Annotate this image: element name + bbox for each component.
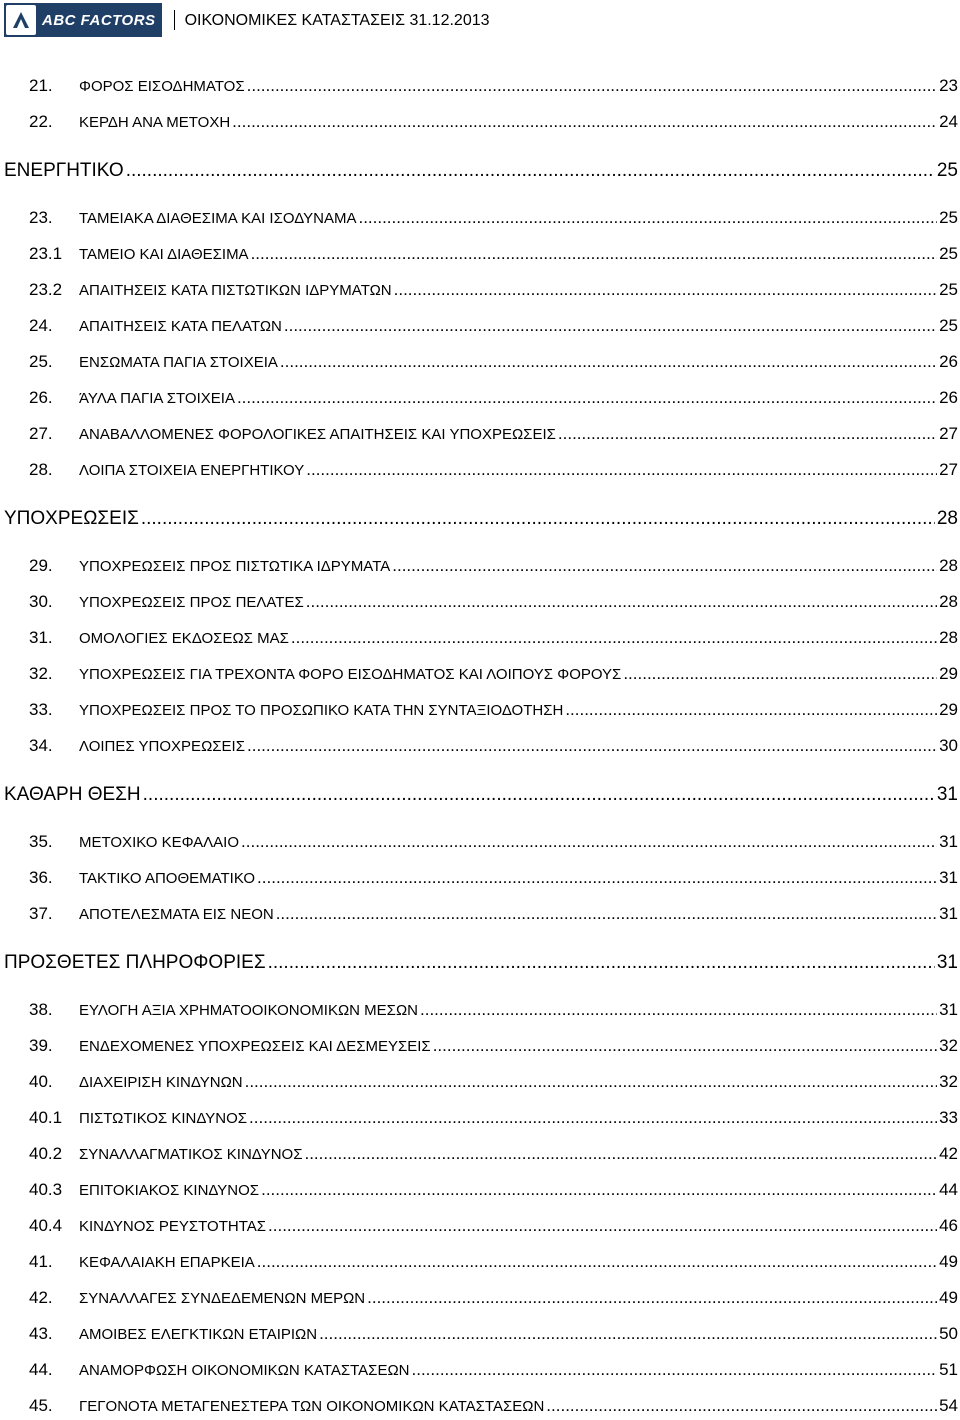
toc-dot-leader <box>623 664 937 684</box>
toc-entry-title: ΣΥΝΑΛΛΑΓΜΑΤΙΚΟΣ ΚΙΝΔΥΝΟΣ <box>79 1146 303 1163</box>
toc-entry[interactable] <box>29 1144 958 1164</box>
toc-dot-leader <box>247 76 937 96</box>
toc-dot-leader <box>291 628 937 648</box>
toc-entry-title: ΦΟΡΟΣ ΕΙΣΟΔΗΜΑΤΟΣ <box>79 78 245 95</box>
toc-page-number: 49 <box>939 1252 958 1271</box>
toc-entry-title: ΕΥΛΟΓΗ ΑΞΙΑ ΧΡΗΜΑΤΟΟΙΚΟΝΟΜΙΚΩΝ ΜΕΣΩΝ <box>79 1002 419 1019</box>
toc-dot-leader <box>358 208 937 228</box>
toc-entry-number: 37. <box>29 904 53 923</box>
toc-entry[interactable] <box>29 280 958 300</box>
toc-page-number: 54 <box>939 1396 958 1415</box>
toc-entry-number: 45. <box>29 1396 53 1415</box>
toc-entry-title: ΥΠΟΧΡΕΩΣΕΙΣ ΠΡΟΣ ΤΟ ΠΡΟΣΩΠΙΚΟ ΚΑΤΑ ΤΗΝ ΣΥΝΤΑΞΙΟΔΟΤΗΣΗ <box>79 702 564 719</box>
toc-entry-number: 43. <box>29 1324 53 1343</box>
toc-page-number: 25 <box>939 208 958 227</box>
toc-dot-leader <box>237 388 937 408</box>
header-divider <box>174 10 175 30</box>
toc-entry-title: ΠΡΟΣΘΕΤΕΣ ΠΛΗΡΟΦΟΡΙΕΣ <box>4 952 266 973</box>
toc-dot-leader <box>420 1000 937 1020</box>
toc-entry-number: 31. <box>29 628 53 647</box>
toc-entry-number: 40. <box>29 1072 53 1091</box>
toc-entry-title: ΛΟΙΠΑ ΣΤΟΙΧΕΙΑ ΕΝΕΡΓΗΤΙΚΟΥ <box>79 462 305 479</box>
toc-dot-leader <box>268 952 935 974</box>
toc-dot-leader <box>306 460 937 480</box>
toc-entry[interactable] <box>29 592 958 612</box>
document-title: ΟΙΚΟΝΟΜΙΚΕΣ ΚΑΤΑΣΤΑΣΕΙΣ 31.12.2013 <box>184 12 490 29</box>
toc-dot-leader <box>367 1288 937 1308</box>
toc-entry-title: ΤΑΜΕΙΑΚΑ ΔΙΑΘΕΣΙΜΑ ΚΑΙ ΙΣΟΔΥΝΑΜΑ <box>79 210 357 227</box>
toc-entry-number: 39. <box>29 1036 53 1055</box>
toc-dot-leader <box>412 1360 938 1380</box>
toc-page-number: 28 <box>939 556 958 575</box>
toc-entry-title: ΥΠΟΧΡΕΩΣΕΙΣ <box>4 508 139 529</box>
toc-page-number: 31 <box>936 784 958 805</box>
toc-dot-leader <box>261 1180 937 1200</box>
toc-entry-number: 30. <box>29 592 53 611</box>
toc-entry[interactable] <box>29 424 958 444</box>
toc-entry-title: ΕΠΙΤΟΚΙΑΚΟΣ ΚΙΝΔΥΝΟΣ <box>79 1182 260 1199</box>
toc-entry-number: 40.4 <box>29 1216 63 1235</box>
toc-entry-number: 32. <box>29 664 53 683</box>
toc-dot-leader <box>232 112 937 132</box>
toc-entry[interactable] <box>29 1000 958 1020</box>
toc-dot-leader <box>276 904 937 924</box>
toc-page-number: 28 <box>939 592 958 611</box>
toc-entry[interactable] <box>29 736 958 756</box>
toc-dot-leader <box>241 832 937 852</box>
toc-page-number: 32 <box>939 1072 958 1091</box>
toc-page-number: 46 <box>939 1216 958 1235</box>
toc-dot-leader <box>247 736 937 756</box>
toc-entry-title: ΤΑΜΕΙΟ ΚΑΙ ΔΙΑΘΕΣΙΜΑ <box>79 246 249 263</box>
toc-entry[interactable] <box>29 76 958 96</box>
toc-entry-number: 23.1 <box>29 244 63 263</box>
toc-entry-number: 33. <box>29 700 53 719</box>
toc-entry[interactable] <box>29 628 958 648</box>
toc-page-number: 27 <box>939 424 958 443</box>
logo-text: ABC FACTORS <box>42 11 156 29</box>
toc-entry-number: 29. <box>29 556 53 575</box>
toc-entry-number: 25. <box>29 352 53 371</box>
toc-entry-number: 28. <box>29 460 53 479</box>
toc-page-number: 29 <box>939 700 958 719</box>
toc-entry-number: 40.3 <box>29 1180 63 1199</box>
toc-entry[interactable] <box>29 664 958 684</box>
toc-dot-leader <box>304 1144 937 1164</box>
toc-page-number: 25 <box>939 244 958 263</box>
toc-page-number: 42 <box>939 1144 958 1163</box>
toc-entry[interactable] <box>29 388 958 408</box>
toc-entry[interactable] <box>29 208 958 228</box>
toc-entry-number: 24. <box>29 316 53 335</box>
toc-dot-leader <box>245 1072 937 1092</box>
toc-entry-title: ΚΑΘΑΡΗ ΘΕΣΗ <box>4 784 141 805</box>
logo-mark-icon <box>6 5 36 35</box>
toc-entry-title: ΚΕΦΑΛΑΙΑΚΗ ΕΠΑΡΚΕΙΑ <box>79 1254 255 1271</box>
toc-dot-leader <box>319 1324 937 1344</box>
toc-page-number: 27 <box>939 460 958 479</box>
toc-entry[interactable] <box>29 460 958 480</box>
toc-entry-title: ΑΠΟΤΕΛΕΣΜΑΤΑ ΕΙΣ ΝΕΟΝ <box>79 906 274 923</box>
toc-entry[interactable] <box>29 904 958 924</box>
toc-entry-number: 35. <box>29 832 53 851</box>
toc-entry-number: 27. <box>29 424 53 443</box>
toc-entry-title: ΕΝΣΩΜΑΤΑ ΠΑΓΙΑ ΣΤΟΙΧΕΙΑ <box>79 354 278 371</box>
toc-entry-title: ΣΥΝΑΛΛΑΓΕΣ ΣΥΝΔΕΔΕΜΕΝΩΝ ΜΕΡΩΝ <box>79 1290 366 1307</box>
toc-entry[interactable] <box>29 868 958 888</box>
toc-page-number: 31 <box>939 904 958 923</box>
toc-entry-number: 40.1 <box>29 1108 63 1127</box>
toc-page-number: 31 <box>939 1000 958 1019</box>
toc-entry-title: ΚΙΝΔΥΝΟΣ ΡΕΥΣΤΟΤΗΤΑΣ <box>79 1218 267 1235</box>
toc-dot-leader <box>257 1252 937 1272</box>
toc-entry[interactable] <box>29 112 958 132</box>
toc-entry[interactable] <box>29 1072 958 1092</box>
toc-page-number: 32 <box>939 1036 958 1055</box>
toc-entry-title: ΑΠΑΙΤΗΣΕΙΣ ΚΑΤΑ ΠΕΛΑΤΩΝ <box>79 318 282 335</box>
toc-entry-number: 22. <box>29 112 53 131</box>
toc-entry[interactable] <box>29 1396 958 1416</box>
toc-entry-number: 42. <box>29 1288 53 1307</box>
toc-entry-title: ΔΙΑΧΕΙΡΙΣΗ ΚΙΝΔΥΝΩΝ <box>79 1074 243 1091</box>
toc-entry-number: 41. <box>29 1252 53 1271</box>
toc-entry[interactable] <box>29 700 958 720</box>
toc-entry[interactable] <box>29 1252 958 1272</box>
toc-page-number: 33 <box>939 1108 958 1127</box>
toc-page-number: 29 <box>939 664 958 683</box>
toc-entry-title: ΕΝΔΕΧΟΜΕΝΕΣ ΥΠΟΧΡΕΩΣΕΙΣ ΚΑΙ ΔΕΣΜΕΥΣΕΙΣ <box>79 1038 431 1055</box>
toc-page-number: 26 <box>939 388 958 407</box>
toc-dot-leader <box>251 244 938 264</box>
toc-entry-title: ΆΥΛΑ ΠΑΓΙΑ ΣΤΟΙΧΕΙΑ <box>79 390 235 407</box>
toc-section-heading[interactable] <box>4 952 958 974</box>
toc-entry-title: ΑΝΑΜΟΡΦΩΣΗ ΟΙΚΟΝΟΜΙΚΩΝ ΚΑΤΑΣΤΑΣΕΩΝ <box>79 1362 410 1379</box>
toc-entry-title: ΤΑΚΤΙΚΟ ΑΠΟΘΕΜΑΤΙΚΟ <box>79 870 256 887</box>
toc-page-number: 26 <box>939 352 958 371</box>
toc-entry-number: 23. <box>29 208 53 227</box>
page-header <box>4 3 956 37</box>
toc-section-heading[interactable] <box>4 160 958 182</box>
toc-dot-leader <box>141 508 935 530</box>
toc-page-number: 25 <box>939 316 958 335</box>
toc-entry-title: ΟΜΟΛΟΓΙΕΣ ΕΚΔΟΣΕΩΣ ΜΑΣ <box>79 630 289 647</box>
toc-dot-leader <box>433 1036 937 1056</box>
toc-entry[interactable] <box>29 832 958 852</box>
toc-section-heading[interactable] <box>4 508 958 530</box>
toc-page-number: 31 <box>939 868 958 887</box>
toc-entry-number: 26. <box>29 388 53 407</box>
toc-entry[interactable] <box>29 1360 958 1380</box>
toc-entry[interactable] <box>29 1108 958 1128</box>
toc-entry-title: ΕΝΕΡΓΗΤΙΚΟ <box>4 160 124 181</box>
toc-page-number: 23 <box>939 76 958 95</box>
toc-entry-title: ΑΝΑΒΑΛΛΟΜΕΝΕΣ ΦΟΡΟΛΟΓΙΚΕΣ ΑΠΑΙΤΗΣΕΙΣ ΚΑΙ ΥΠΟΧΡΕΩΣΕΙΣ <box>79 426 556 443</box>
toc-dot-leader <box>394 280 937 300</box>
toc-entry-title: ΜΕΤΟΧΙΚΟ ΚΕΦΑΛΑΙΟ <box>79 834 240 851</box>
toc-dot-leader <box>280 352 937 372</box>
toc-entry-title: ΥΠΟΧΡΕΩΣΕΙΣ ΠΡΟΣ ΠΕΛΑΤΕΣ <box>79 594 304 611</box>
toc-entry[interactable] <box>29 1180 958 1200</box>
toc-entry-number: 34. <box>29 736 53 755</box>
toc-entry-title: ΛΟΙΠΕΣ ΥΠΟΧΡΕΩΣΕΙΣ <box>79 738 245 755</box>
toc-entry[interactable] <box>29 352 958 372</box>
toc-dot-leader <box>249 1108 937 1128</box>
toc-page-number: 49 <box>939 1288 958 1307</box>
toc-entry-number: 21. <box>29 76 53 95</box>
toc-dot-leader <box>306 592 937 612</box>
toc-page-number: 30 <box>939 736 958 755</box>
toc-page-number: 25 <box>939 280 958 299</box>
toc-entry-title: ΥΠΟΧΡΕΩΣΕΙΣ ΠΡΟΣ ΠΙΣΤΩΤΙΚΑ ΙΔΡΥΜΑΤΑ <box>79 558 391 575</box>
toc-entry[interactable] <box>29 1324 958 1344</box>
toc-entry-number: 38. <box>29 1000 53 1019</box>
toc-entry-title: ΑΜΟΙΒΕΣ ΕΛΕΓΚΤΙΚΩΝ ΕΤΑΙΡΙΩΝ <box>79 1326 318 1343</box>
toc-entry-title: ΥΠΟΧΡΕΩΣΕΙΣ ΓΙΑ ΤΡΕΧΟΝΤΑ ΦΟΡΟ ΕΙΣΟΔΗΜΑΤΟΣ ΚΑΙ ΛΟΙΠΟΥΣ ΦΟΡΟΥΣ <box>79 666 622 683</box>
toc-section-heading[interactable] <box>4 784 958 806</box>
toc-dot-leader <box>392 556 937 576</box>
toc-page-number: 50 <box>939 1324 958 1343</box>
toc-page-number: 25 <box>936 160 958 181</box>
toc-entry-number: 36. <box>29 868 53 887</box>
toc-dot-leader <box>546 1396 937 1416</box>
toc-dot-leader <box>565 700 937 720</box>
toc-entry-number: 40.2 <box>29 1144 63 1163</box>
toc-dot-leader <box>143 784 935 806</box>
toc-page-number: 24 <box>939 112 958 131</box>
toc-dot-leader <box>268 1216 937 1236</box>
toc-entry-title: ΚΕΡΔΗ ΑΝΑ ΜΕΤΟΧΗ <box>79 114 231 131</box>
toc-page-number: 51 <box>939 1360 958 1379</box>
toc-entry-title: ΑΠΑΙΤΗΣΕΙΣ ΚΑΤΑ ΠΙΣΤΩΤΙΚΩΝ ΙΔΡΥΜΑΤΩΝ <box>79 282 392 299</box>
toc-dot-leader <box>126 160 935 182</box>
toc-entry[interactable] <box>29 556 958 576</box>
toc-entry-number: 23.2 <box>29 280 63 299</box>
toc-entry[interactable] <box>29 1036 958 1056</box>
toc-entry[interactable] <box>29 1216 958 1236</box>
toc-page-number: 31 <box>936 952 958 973</box>
toc-dot-leader <box>284 316 937 336</box>
toc-page-number: 28 <box>936 508 958 529</box>
toc-entry-title: ΠΙΣΤΩΤΙΚΟΣ ΚΙΝΔΥΝΟΣ <box>79 1110 248 1127</box>
toc-entry[interactable] <box>29 244 958 264</box>
toc-dot-leader <box>257 868 937 888</box>
toc-entry-title: ΓΕΓΟΝΟΤΑ ΜΕΤΑΓΕΝΕΣΤΕΡΑ ΤΩΝ ΟΙΚΟΝΟΜΙΚΩΝ ΚΑΤΑΣΤΑΣΕΩΝ <box>79 1398 545 1415</box>
toc-dot-leader <box>558 424 937 444</box>
toc-entry-number: 44. <box>29 1360 53 1379</box>
company-logo <box>4 3 162 37</box>
toc-page-number: 44 <box>939 1180 958 1199</box>
toc-entry[interactable] <box>29 316 958 336</box>
toc-page-number: 28 <box>939 628 958 647</box>
toc-page-number: 31 <box>939 832 958 851</box>
toc-entry[interactable] <box>29 1288 958 1308</box>
